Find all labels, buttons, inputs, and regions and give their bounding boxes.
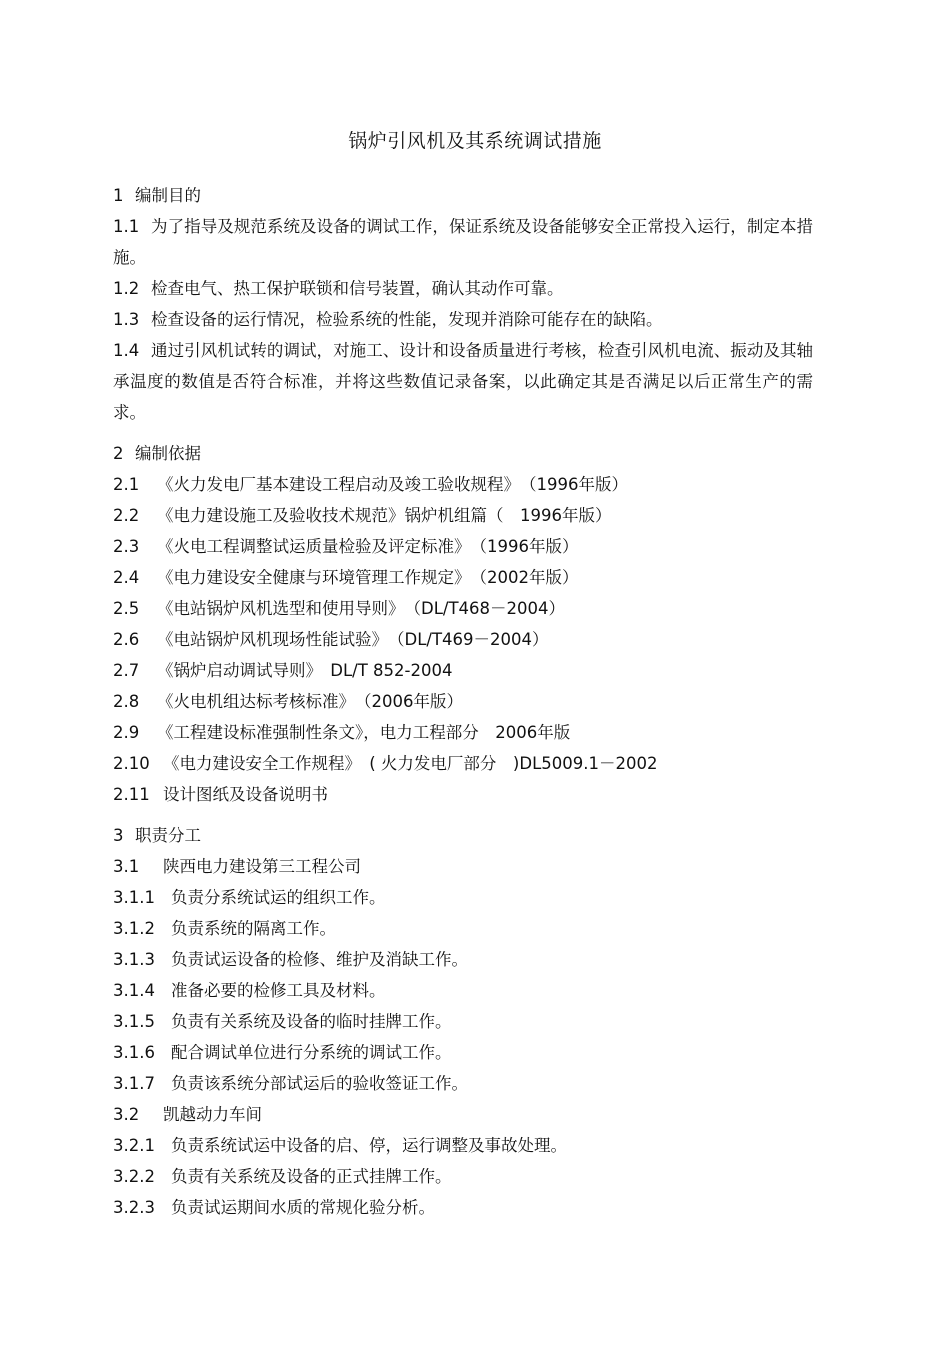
item-number: 3.1.3 (113, 950, 155, 969)
item-number: 3.2.1 (113, 1136, 155, 1155)
item-text: 《电力建设安全健康与环境管理工作规定》 （2002年版） (157, 568, 579, 587)
list-item (113, 882, 813, 913)
item-text: 通过引风机试转的调试，对施工、设计和设备质量进行考核，检查引风机电流、振动及其轴承温度的数值是否符合标准，并将这些数值记录备案，以此确定其是否满足以后正常生产的需求。 (113, 341, 813, 422)
item-text: 负责试运期间水质的常规化验分析。 (171, 1198, 435, 1217)
item-text: 《电力建设安全工作规程》 ( 火力发电厂部分 )DL5009.1－2002 (163, 754, 658, 773)
list-item (113, 624, 813, 655)
item-number: 2.11 (113, 785, 150, 804)
list-item (113, 1068, 813, 1099)
item-number: 2.3 (113, 537, 140, 556)
item-text: 《电力建设施工及验收技术规范》锅炉机组篇（ 1996年版） (157, 506, 612, 525)
item-number: 3.1.4 (113, 981, 155, 1000)
list-item (113, 1006, 813, 1037)
list-item (113, 273, 813, 304)
list-item (113, 655, 813, 686)
item-number: 3.1.7 (113, 1074, 155, 1093)
section-title: 编制依据 (135, 444, 201, 463)
list-item (113, 1037, 813, 1068)
list-item (113, 851, 813, 882)
item-text: 配合调试单位进行分系统的调试工作。 (171, 1043, 452, 1062)
item-number: 2.7 (113, 661, 140, 680)
item-text: 设计图纸及设备说明书 (163, 785, 328, 804)
item-number: 2.1 (113, 475, 140, 494)
item-text: 《电站锅炉风机选型和使用导则》 （DL/T468－2004） (157, 599, 566, 618)
item-text: 负责该系统分部试运后的验收签证工作。 (171, 1074, 468, 1093)
list-item (113, 779, 813, 810)
list-item (113, 469, 813, 500)
list-item (113, 335, 813, 428)
item-number: 3.2.3 (113, 1198, 155, 1217)
section-number: 3 (113, 826, 124, 845)
item-text: 凯越动力车间 (163, 1105, 262, 1124)
item-text: 负责有关系统及设备的正式挂牌工作。 (171, 1167, 452, 1186)
list-item (113, 1099, 813, 1130)
item-number: 2.9 (113, 723, 140, 742)
item-number: 1.1 (113, 217, 140, 236)
item-text: 《工程建设标准强制性条文》，电力工程部分 2006年版 (157, 723, 571, 742)
item-number: 2.6 (113, 630, 140, 649)
list-item (113, 1130, 813, 1161)
item-text: 检查设备的运行情况，检验系统的性能，发现并消除可能存在的缺陷。 (151, 310, 663, 329)
item-number: 3.1.5 (113, 1012, 155, 1031)
item-number: 2.8 (113, 692, 140, 711)
item-text: 《电站锅炉风机现场性能试验》 （DL/T469－2004） (157, 630, 549, 649)
section-number: 1 (113, 186, 124, 205)
item-text: 负责有关系统及设备的临时挂牌工作。 (171, 1012, 452, 1031)
item-number: 2.2 (113, 506, 140, 525)
section-heading (113, 820, 813, 851)
item-text: 《锅炉启动调试导则》 DL/T 852-2004 (157, 661, 453, 680)
item-text: 负责分系统试运的组织工作。 (171, 888, 386, 907)
item-number: 1.3 (113, 310, 140, 329)
item-number: 3.1.6 (113, 1043, 155, 1062)
list-item (113, 1192, 813, 1223)
list-item (113, 500, 813, 531)
item-text: 负责试运设备的检修、维护及消缺工作。 (171, 950, 468, 969)
item-text: 陕西电力建设第三工程公司 (163, 857, 361, 876)
section-number: 2 (113, 444, 124, 463)
document-title: 锅炉引风机及其系统调试措施 (348, 130, 602, 152)
item-number: 2.10 (113, 754, 150, 773)
item-text: 为了指导及规范系统及设备的调试工作，保证系统及设备能够安全正常投入运行，制定本措施。 (113, 217, 813, 267)
section-title: 职责分工 (135, 826, 201, 845)
list-item (113, 748, 813, 779)
list-item (113, 562, 813, 593)
list-item (113, 944, 813, 975)
list-item (113, 531, 813, 562)
item-number: 3.2.2 (113, 1167, 155, 1186)
item-number: 3.1 (113, 857, 140, 876)
list-item (113, 304, 813, 335)
item-text: 检查电气、热工保护联锁和信号装置，确认其动作可靠。 (151, 279, 564, 298)
item-text: 《火电工程调整试运质量检验及评定标准》 （1996年版） (157, 537, 579, 556)
list-item (113, 593, 813, 624)
list-item (113, 686, 813, 717)
item-text: 准备必要的检修工具及材料。 (171, 981, 386, 1000)
item-number: 1.2 (113, 279, 140, 298)
list-item (113, 717, 813, 748)
item-text: 《火电机组达标考核标准》 （2006年版） (157, 692, 463, 711)
item-number: 3.1.2 (113, 919, 155, 938)
list-item (113, 1161, 813, 1192)
item-text: 负责系统的隔离工作。 (171, 919, 336, 938)
item-text: 负责系统试运中设备的启、停，运行调整及事故处理。 (171, 1136, 567, 1155)
section-heading (113, 438, 813, 469)
list-item (113, 211, 813, 273)
section-heading (113, 180, 813, 211)
list-item (113, 913, 813, 944)
item-number: 1.4 (113, 341, 140, 360)
item-text: 《火力发电厂基本建设工程启动及竣工验收规程》 （1996年版） (157, 475, 628, 494)
list-item (113, 975, 813, 1006)
item-number: 2.4 (113, 568, 140, 587)
document-body (113, 180, 813, 1223)
item-number: 3.1.1 (113, 888, 155, 907)
item-number: 2.5 (113, 599, 140, 618)
item-number: 3.2 (113, 1105, 140, 1124)
section-title: 编制目的 (135, 186, 201, 205)
